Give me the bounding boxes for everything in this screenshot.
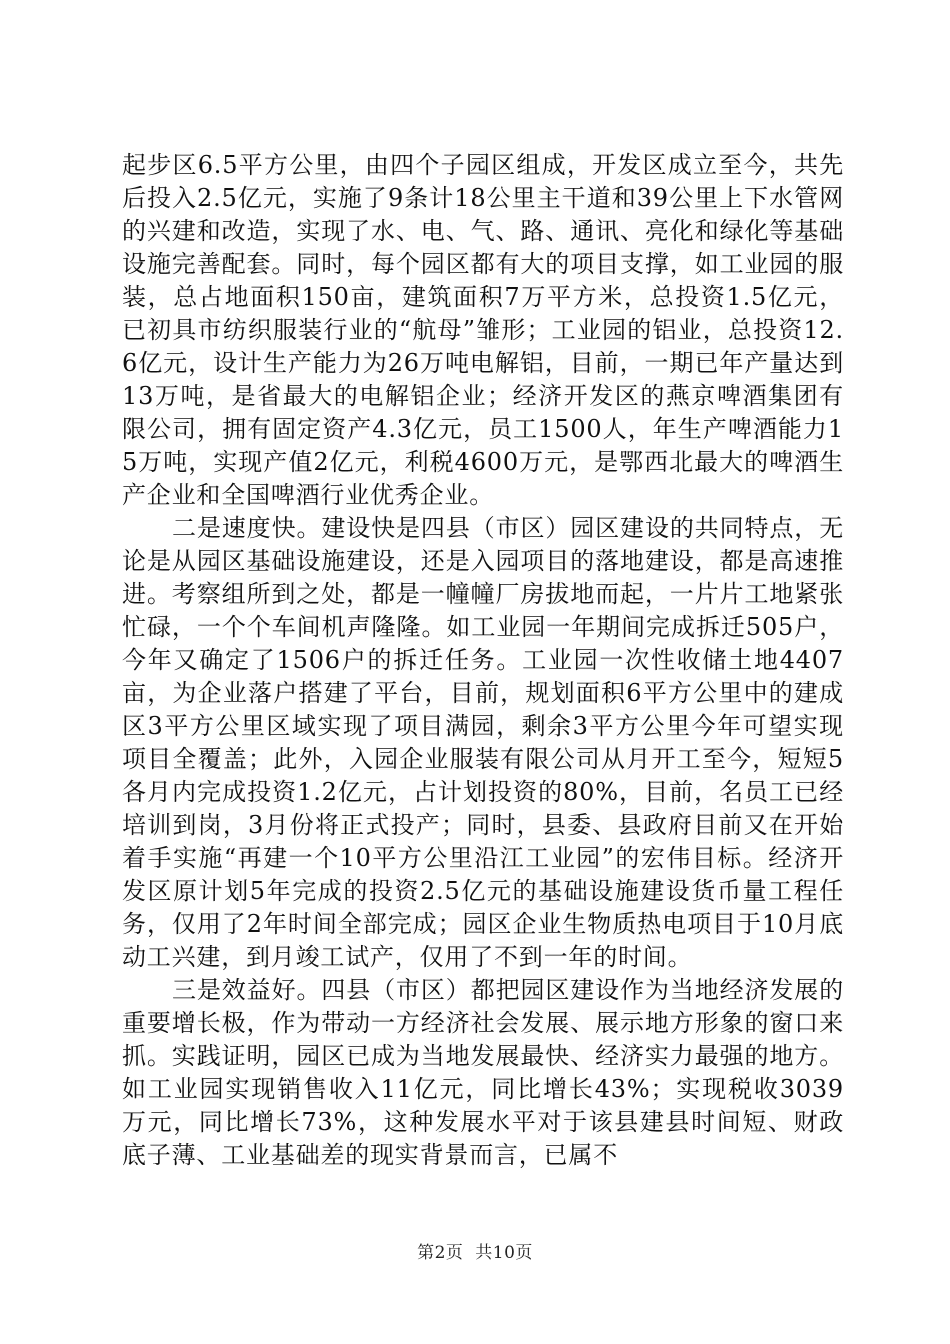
page-total: 共10页 [475, 1243, 533, 1263]
paragraph-speed: 二是速度快。建设快是四县（市区）园区建设的共同特点，无论是从园区基础设施建设，还是入园项目的落地建设，都是高速推进。考察组所到之处，都是一幢幢厂房拔地而起，一片片工地紧张忙碌，一个个车间机声隆隆。如工业园一年期间完成拆迁505户，今年又确定了1506户的拆迁任务。工业园一次性收储土地4407亩，为企业落户搭建了平台，目前，规划面积6平方公里中的建成区3平方公里区域实现了项目满园，剩余3平方公里今年可望实现项目全覆盖；此外，入园企业服装有限公司从月开工至今，短短5各月内完成投资1.2亿元，占计划投资的80%，目前，名员工已经培训到岗，3月份将正式投产；同时，县委、县政府目前又在开始着手实施“再建一个10平方公里沿江工业园”的宏伟目标。经济开发区原计划5年完成的投资2.5亿元的基础设施建设货币量工程任务，仅用了2年时间全部完成；园区企业生物质热电项目于10月底动工兴建，到月竣工试产，仅用了不到一年的时间。 [122, 514, 844, 971]
page-number: 第2页 [417, 1243, 464, 1263]
paragraph-infrastructure: 起步区6.5平方公里，由四个子园区组成，开发区成立至今，共先后投入2.5亿元，实施了9条计18公里主干道和39公里上下水管网的兴建和改造，实现了水、电、气、路、通讯、亮化和绿化等基础设施完善配套。同时，每个园区都有大的项目支撑，如工业园的服装，总占地面积150亩，建筑面积7万平方米，总投资1.5亿元，已初具市纺织服装行业的“航母”雏形；工业园的铝业，总投资12.6亿元，设计生产能力为26万吨电解铝，目前，一期已年产量达到13万吨，是省最大的电解铝企业；经济开发区的燕京啤酒集团有限公司，拥有固定资产4.3亿元，员工1500人，年生产啤酒能力15万吨，实现产值2亿元，利税4600万元，是鄂西北最大的啤酒生产企业和全国啤酒行业优秀企业。 [122, 151, 844, 509]
page-footer [0, 1242, 950, 1264]
footer-separator [463, 1243, 475, 1263]
paragraph-benefits: 三是效益好。四县（市区）都把园区建设作为当地经济发展的重要增长极，作为带动一方经济社会发展、展示地方形象的窗口来抓。实践证明，园区已成为当地发展最快、经济实力最强的地方。如工业园实现销售收入11亿元，同比增长43%；实现税收3039万元，同比增长73%，这种发展水平对于该县建县时间短、财政底子薄、工业基础差的现实背景而言，已属不 [122, 976, 844, 1169]
document-body [122, 149, 844, 1172]
